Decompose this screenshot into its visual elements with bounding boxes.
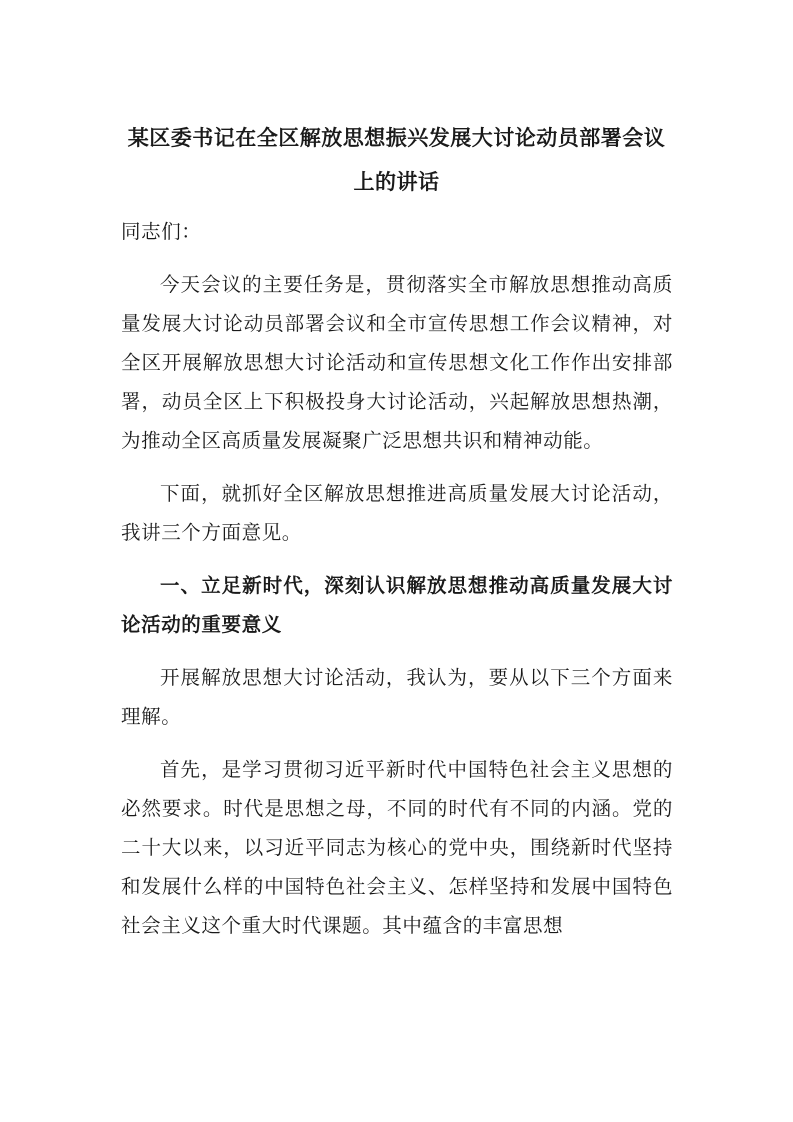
paragraph-section1-intro: 开展解放思想大讨论活动，我认为，要从以下三个方面来理解。: [121, 666, 673, 728]
document-body: [121, 212, 673, 959]
paragraph-section1-first: 首先，是学习贯彻习近平新时代中国特色社会主义思想的必然要求。时代是思想之母，不同的时代有不同的内涵。党的二十大以来，以习近平同志为核心的党中央，围绕新时代坚持和发展什么样的中国特色社会主义、怎样坚持和发展中国特色社会主义这个重大时代课题。其中蕴含的丰富思想: [121, 758, 673, 937]
document-title: 某区委书记在全区解放思想振兴发展大讨论动员部署会议上的讲话: [127, 126, 666, 194]
salutation: 同志们：: [121, 220, 202, 243]
paragraph-outline: 下面，就抓好全区解放思想推进高质量发展大讨论活动，我讲三个方面意见。: [121, 482, 673, 544]
section-heading-1: 一、立足新时代，深刻认识解放思想推动高质量发展大讨论活动的重要意义: [121, 574, 673, 636]
paragraph-intro: 今天会议的主要任务是，贯彻落实全市解放思想推动高质量发展大讨论动员部署会议和全市宣传思想工作会议精神，对全区开展解放思想大讨论活动和宣传思想文化工作作出安排部署，动员全区上下积极投身大讨论活动，兴起解放思想热潮，为推动全区高质量发展凝聚广泛思想共识和精神动能。: [121, 273, 673, 452]
